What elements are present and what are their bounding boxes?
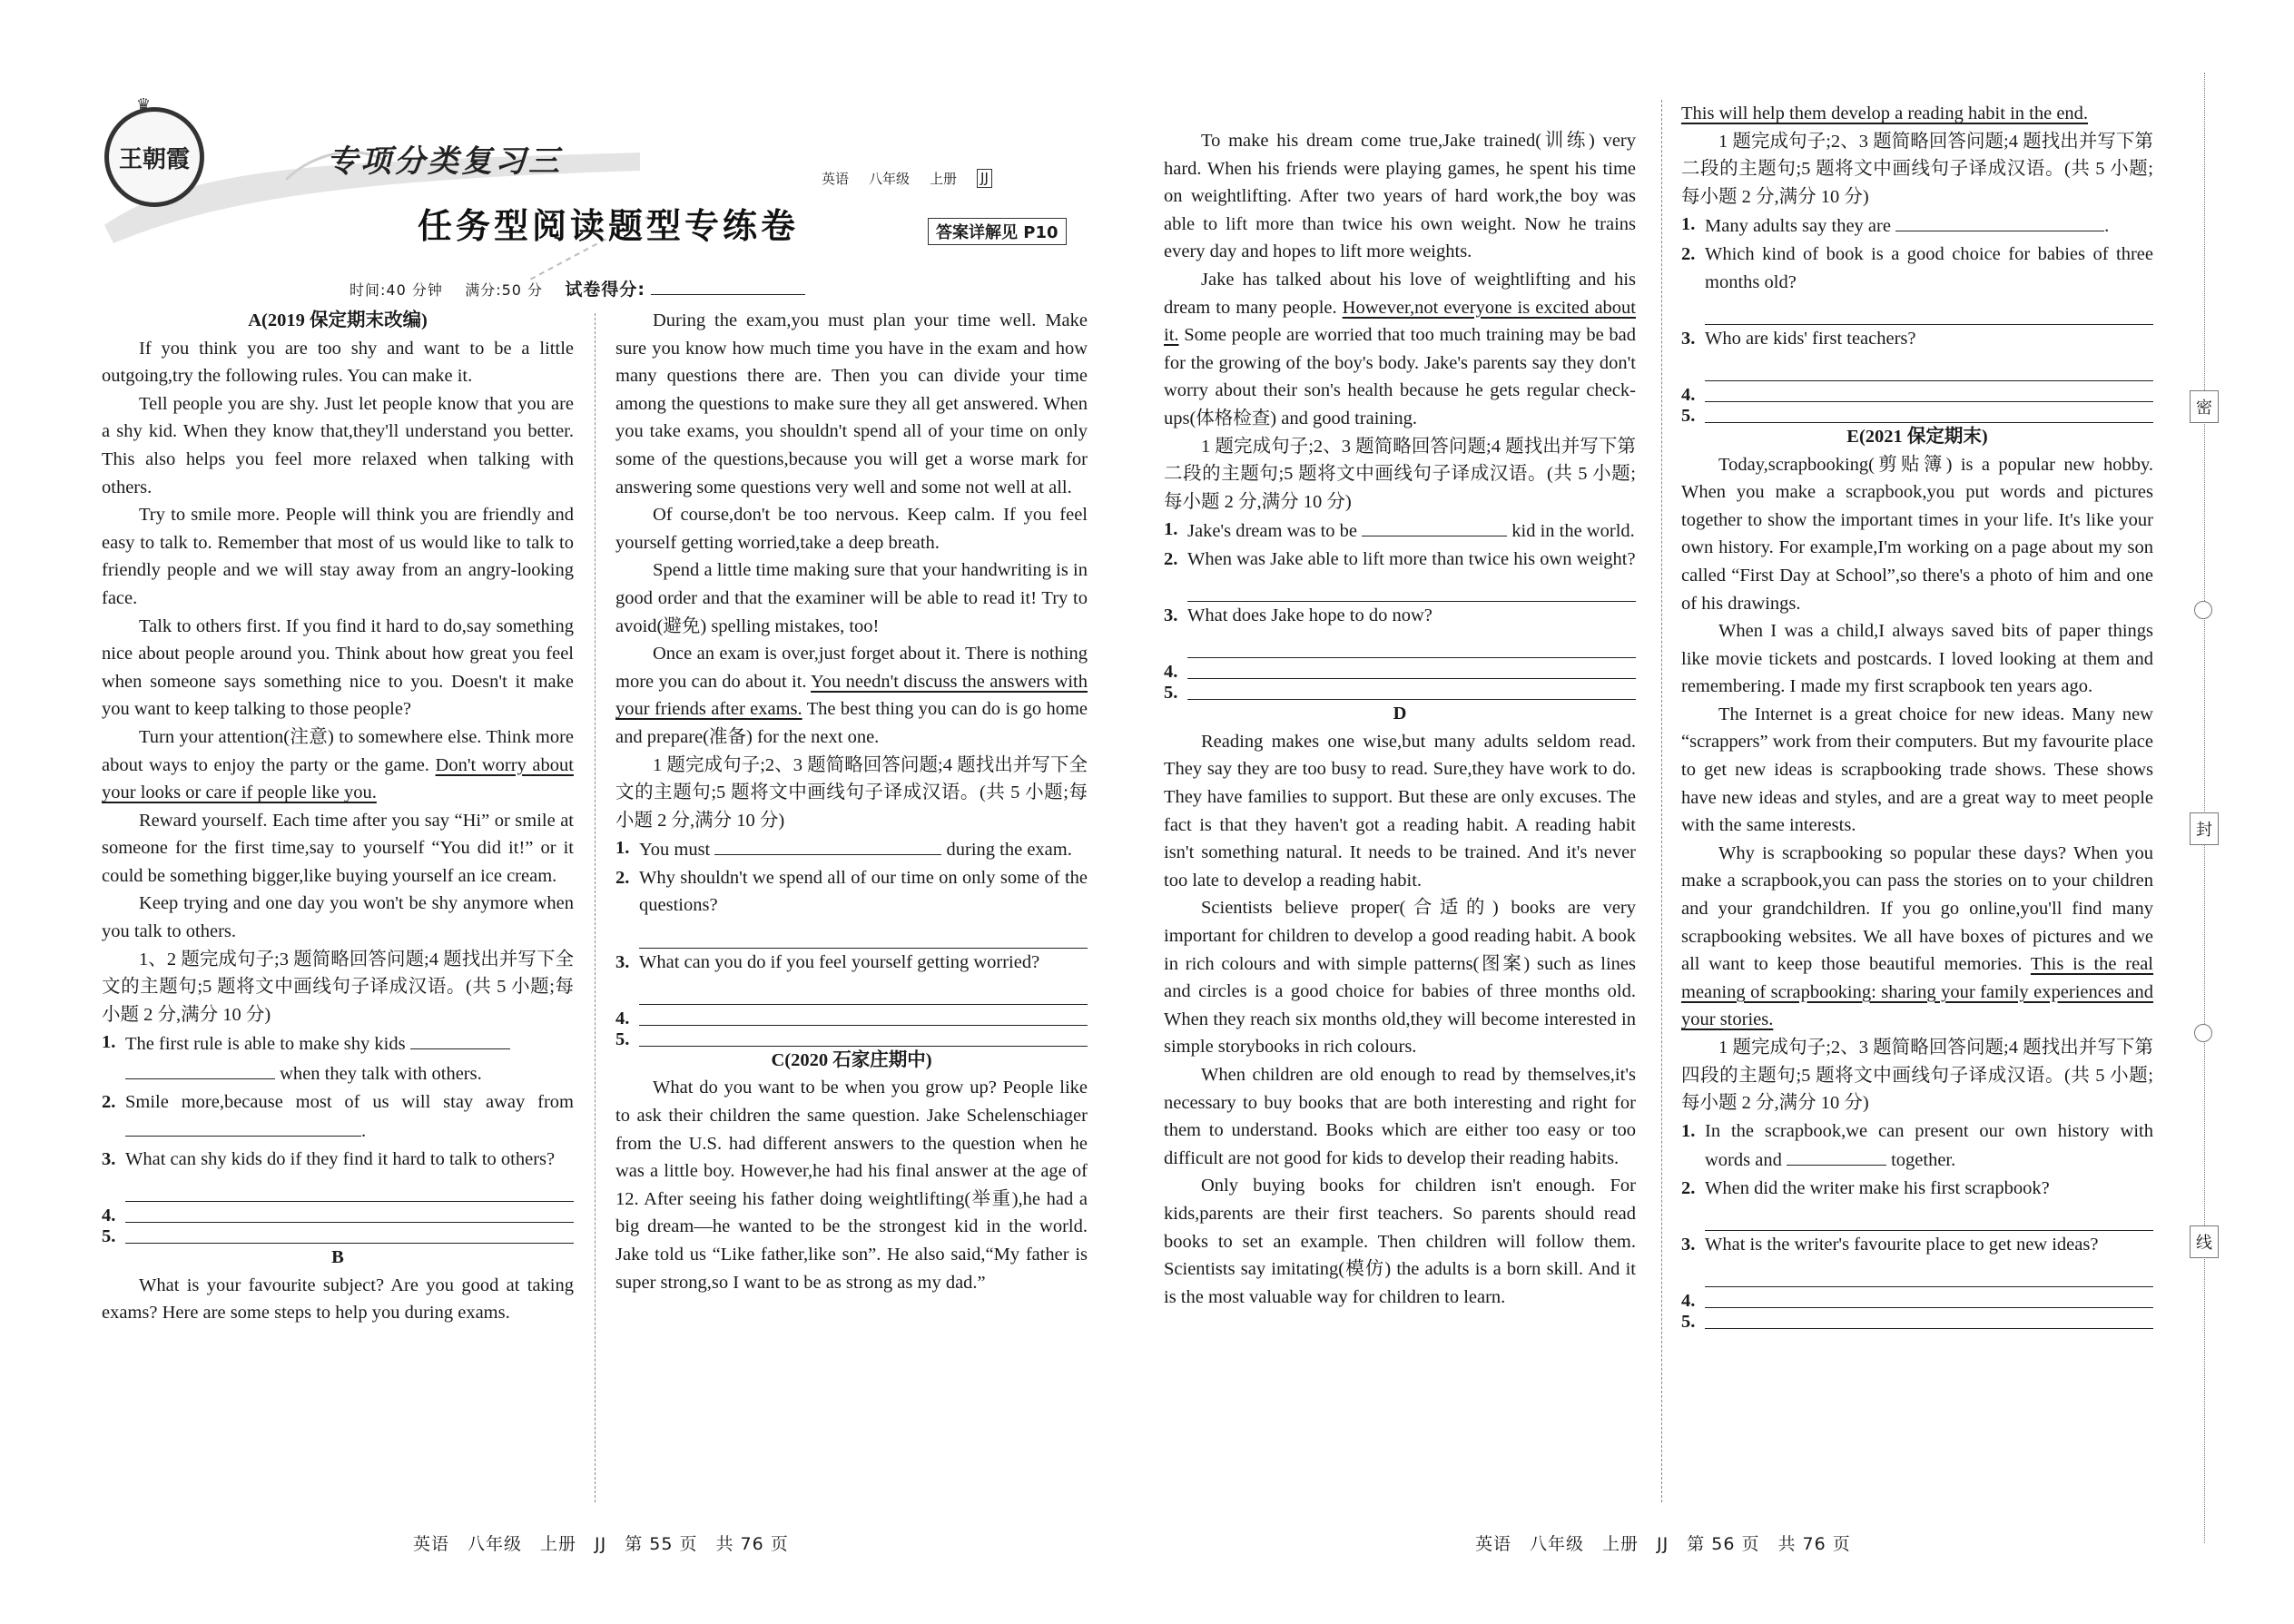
section-b-para-5-tail: The best thing you can do is go home and prepare(准备) for the next one. xyxy=(615,699,1088,747)
qnum: 5. xyxy=(102,1226,116,1246)
section-d-para-2: Scientists believe proper(合适的) books are very important for children to develop a good reading habit. A book in rich colours and with simple patterns(图案) such as lines and circles is a good choice for babies of three months old. When they reach six months old,they will become interested in simple storybooks in rich colours. xyxy=(1164,898,1636,1058)
section-a-para-2: Tell people you are shy. Just let people know that you are a shy kid. When they know that,they'll understand you better. This also helps you feel more relaxed when talking with others. xyxy=(102,393,574,497)
tag-edition: JJ xyxy=(977,169,992,188)
qnum: 4. xyxy=(1681,384,1696,405)
section-d-question-4 xyxy=(1681,381,2153,405)
qnum: 3. xyxy=(102,1148,116,1169)
section-b-underlined-sentence: You needn't discuss the answers with your friends after exams. xyxy=(615,671,1088,720)
section-d-para-1: Reading makes one wise,but many adults seldom read. They say they are too busy to read. Sure,they have work to do. They have families to support. But these are only excuses. The fact is that they haven't got a reading habit. A reading habit isn't something natural. It needs to be trained. And it's never too late to develop a reading habit. xyxy=(1164,731,1636,891)
question-text: Why shouldn't we spend all of our time on only some of the questions? xyxy=(639,867,1088,916)
section-c-question-5 xyxy=(1164,679,1636,704)
qnum: 2. xyxy=(102,1091,116,1112)
section-b-para-5 xyxy=(615,640,1088,751)
question-text: When did the writer make his first scrapbook? xyxy=(1705,1177,2050,1198)
section-d-para-4: Only buying books for children isn't enough. For kids,parents are their first teachers. So parents should read books to set an example. Then children will follow them. Scientists say imitating(模仿) the adults is a born skill. And it is the most valuable way for children to learn. xyxy=(1164,1176,1636,1307)
section-a-question-1 xyxy=(102,1029,574,1088)
column-1 xyxy=(102,307,574,1327)
binding-mark-1: 密 xyxy=(2190,390,2219,423)
column-divider-left xyxy=(595,313,596,1502)
binding-mark-2: 封 xyxy=(2190,812,2219,845)
section-c-question-1 xyxy=(1164,516,1636,546)
section-a-question-5 xyxy=(102,1223,574,1244)
section-a-para-5-text: Turn your attention(注意) to somewhere else. Think more about ways to enjoy the party or the game. xyxy=(102,726,574,775)
answer-ref-box: 答案详解见 P10 xyxy=(928,218,1067,245)
section-e-question-3 xyxy=(1681,1231,2153,1259)
column-3 xyxy=(1164,127,1636,1311)
answer-blank[interactable] xyxy=(1187,658,1636,679)
section-a-para-1: If you think you are too shy and want to be a little outgoing,try the following rules. You can make it. xyxy=(102,338,574,387)
section-b-instructions: 1 题完成句子;2、3 题简略回答问题;4 题找出并写下全文的主题句;5 题将文中画线句子译成汉语。(共 5 小题;每小题 2 分,满分 10 分) xyxy=(615,754,1088,831)
section-a-question-3 xyxy=(102,1146,574,1174)
section-b-question-3 xyxy=(615,949,1088,977)
answer-blank[interactable] xyxy=(1895,211,2104,231)
footer-left-page: 英语 八年级 上册 JJ 第 55 页 共 76 页 xyxy=(413,1534,789,1554)
full-score: 满分:50 分 xyxy=(465,281,544,299)
answer-blank[interactable] xyxy=(125,1116,361,1137)
question-text: What can shy kids do if they find it hard to talk to others? xyxy=(125,1148,556,1169)
section-d-question-1: 1. Many adults say they are . xyxy=(1681,211,2153,241)
question-text: What can you do if you feel yourself getting worried? xyxy=(639,951,1040,972)
section-e-para-1: Today,scrapbooking(剪贴簿) is a popular new hobby. When you make a scrapbook,you put words and pictures together to show the important times in your life. It's like your own history. For example,I'm working on a page about my son called “First Day at School”,so there's a photo of him and one of his drawings. xyxy=(1681,454,2153,614)
score-blank[interactable] xyxy=(651,274,805,295)
question-text: Which kind of book is a good choice for babies of three months old? xyxy=(1705,243,2153,292)
tag-term: 上册 xyxy=(930,171,958,187)
section-a-para-4: Talk to others first. If you find it hard to do,say something nice about people around you. Think about how great you feel when someone says something nice to you. Doesn't it make you want to keep talking to those people? xyxy=(102,615,574,720)
answer-line[interactable] xyxy=(1187,574,1636,603)
section-c-para-3-tail: Some people are worried that too much training may be bad for the growing of the boy's body. Jake's parents say they don't worry about their son's health because he gets regular check-ups(体格检查) and good training. xyxy=(1164,325,1636,428)
series-title: 专项分类复习三 xyxy=(327,143,562,180)
qnum: 4. xyxy=(102,1206,116,1225)
section-e-title: E(2021 保定期末) xyxy=(1846,426,1988,447)
section-b-question-5 xyxy=(615,1026,1088,1047)
qnum: 1. xyxy=(1681,214,1696,235)
question-text: When was Jake able to lift more than twice his own weight? xyxy=(1187,548,1636,569)
section-c-para-3 xyxy=(1164,266,1636,433)
answer-blank[interactable] xyxy=(714,834,941,855)
answer-blank[interactable] xyxy=(1705,1287,2153,1308)
section-b-para-5-text: Once an exam is over,just forget about it. There is nothing more you can do about it. xyxy=(615,644,1088,692)
question-text: Jake's dream was to be xyxy=(1187,521,1357,542)
question-text: What is the writer's favourite place to get new ideas? xyxy=(1705,1235,2099,1255)
question-text: together. xyxy=(1891,1150,1956,1171)
section-c-para-3-text: Jake has talked about his love of weightlifting and his dream to many people. xyxy=(1164,269,1636,318)
section-a-title: A(2019 保定期末改编) xyxy=(248,310,428,330)
section-a-para-5 xyxy=(102,723,574,807)
section-e-para-4-text: Why is scrapbooking so popular these days? When you make a scrapbook,you can pass the stories on to your children and your grandchildren. If you go online,you'll find many scrapbooking websites. We all have boxes of pictures and we all want to keep those beautiful memories. xyxy=(1681,842,2153,975)
qnum: 1. xyxy=(1681,1120,1696,1141)
qnum: 2. xyxy=(1681,243,1696,264)
qnum: 4. xyxy=(1681,1291,1696,1312)
section-d-title: D xyxy=(1393,704,1407,724)
section-b-title: B xyxy=(331,1247,344,1267)
main-title: 任务型阅读题型专练卷 xyxy=(418,206,800,246)
binding-mark-3: 线 xyxy=(2190,1225,2219,1258)
qnum: 3. xyxy=(1164,605,1178,626)
crown-icon: ♛ xyxy=(136,95,152,113)
question-text: Many adults say they are xyxy=(1705,216,1891,237)
section-b-question-1 xyxy=(615,834,1088,864)
section-b-para-1: What is your favourite subject? Are you good at taking exams? Here are some steps to help you during exams. xyxy=(102,1275,574,1324)
section-c-title: C(2020 石家庄期中) xyxy=(771,1049,932,1070)
answer-blank[interactable] xyxy=(1705,1308,2153,1329)
section-a-para-7: Keep trying and one day you won't be shy anymore when you talk to others. xyxy=(102,893,574,942)
qnum: 5. xyxy=(1681,405,1696,426)
question-text: Smile more,because most of us will stay away from xyxy=(125,1091,574,1112)
qnum: 1. xyxy=(1164,519,1178,540)
qnum: 2. xyxy=(615,867,630,888)
answer-blank[interactable] xyxy=(125,1202,574,1223)
question-text: Who are kids' first teachers? xyxy=(1705,328,1916,349)
binding-dot-2 xyxy=(2194,1024,2212,1042)
section-e-question-5 xyxy=(1681,1308,2153,1333)
section-a-question-2: 2. Smile more,because most of us will stay away from . xyxy=(102,1088,574,1146)
section-d-question-2 xyxy=(1681,241,2153,296)
section-b-para-3: Of course,don't be too nervous. Keep calm. If you feel yourself getting worried,take a deep breath. xyxy=(615,505,1088,553)
answer-blank[interactable] xyxy=(125,1058,275,1079)
section-e-question-2 xyxy=(1681,1175,2153,1203)
answer-blank[interactable] xyxy=(639,1026,1088,1047)
time-limit: 时间:40 分钟 xyxy=(350,281,443,299)
question-text: What does Jake hope to do now? xyxy=(1187,605,1433,626)
section-e-para-4 xyxy=(1681,840,2153,1034)
question-text: kid in the world. xyxy=(1511,521,1635,542)
section-a-underlined-sentence: Don't worry about your looks or care if people like you. xyxy=(102,754,574,803)
section-c-question-3 xyxy=(1164,602,1636,630)
section-c-para-2: To make his dream come true,Jake trained(训练) very hard. When his friends were playing games, he spent his time on weightlifting. After two years of hard work,the boy was able to lift more than twice his own weight. Now he trains every day and hopes to lift more weights. xyxy=(1164,131,1636,262)
section-d-para-3: When children are old enough to read by themselves,it's necessary to buy books that are both interesting and right for them to understand. Books which are either too easy or too difficult are not good for kids to develop their reading habits. xyxy=(1164,1065,1636,1168)
section-c-question-2 xyxy=(1164,546,1636,574)
answer-line[interactable] xyxy=(1705,1259,2153,1288)
question-text: during the exam. xyxy=(946,840,1072,861)
qnum: 3. xyxy=(1681,328,1696,349)
answer-line[interactable] xyxy=(1187,630,1636,659)
qnum: 1. xyxy=(102,1032,116,1053)
section-b-question-4 xyxy=(615,1005,1088,1029)
section-e-question-1 xyxy=(1681,1117,2153,1175)
qnum: 5. xyxy=(1681,1312,1696,1333)
question-text: In the scrapbook,we can present our own history with words and xyxy=(1705,1120,2153,1171)
section-b-question-2 xyxy=(615,864,1088,920)
answer-blank[interactable] xyxy=(1787,1145,1886,1166)
answer-line[interactable] xyxy=(125,1173,574,1202)
logo-seal xyxy=(104,95,204,207)
answer-line[interactable] xyxy=(1705,296,2153,325)
column-4 xyxy=(1681,100,2153,1333)
qnum: 5. xyxy=(615,1029,630,1049)
qnum: 2. xyxy=(1681,1177,1696,1198)
answer-blank[interactable] xyxy=(1705,381,2153,402)
column-2 xyxy=(615,307,1088,1296)
section-c-instructions: 1 题完成句子;2、3 题简略回答问题;4 题找出并写下第二段的主题句;5 题将文中画线句子译成汉语。(共 5 小题;每小题 2 分,满分 10 分) xyxy=(1164,436,1636,512)
qnum: 4. xyxy=(615,1008,630,1029)
answer-line[interactable] xyxy=(639,920,1088,949)
qnum: 3. xyxy=(1681,1235,1696,1255)
qnum: 4. xyxy=(1164,662,1178,683)
tag-subject: 英语 xyxy=(822,171,850,187)
qnum: 3. xyxy=(615,951,630,972)
section-c-para-1: What do you want to be when you grow up? People like to ask their children the same question. Jake Schelenschiager from the U.S. had different answers to the question when he was a little boy. However,he had his final answer at the age of 12. After seeing his father doing weightlifting(举重),he had a big dream—he wanted to be the strongest kid in the world. Jake told us “Like father,like son”. He also said,“My father is super strong,so I want to be as strong as my dad.” xyxy=(615,1078,1088,1293)
section-e-question-4 xyxy=(1681,1287,2153,1312)
score-label: 试卷得分: xyxy=(565,280,645,300)
question-text: The first rule is able to make shy kids xyxy=(125,1034,406,1055)
answer-blank[interactable] xyxy=(410,1029,510,1049)
answer-blank[interactable] xyxy=(125,1223,574,1244)
section-b-para-4: Spend a little time making sure that your handwriting is in good order and that the examiner will be able to read it! Try to avoid(避免) spelling mistakes, too! xyxy=(615,560,1088,636)
answer-blank[interactable] xyxy=(1362,516,1507,536)
section-d-question-5 xyxy=(1681,402,2153,426)
section-e-underlined-sentence: This is the real meaning of scrapbooking: sharing your family experiences and your stories. xyxy=(1681,954,2153,1030)
section-e-para-2: When I was a child,I always saved bits of paper things like movie tickets and postcards. I loved looking at them and remembering. I made my first scrapbook ten years ago. xyxy=(1681,621,2153,697)
subject-tags xyxy=(822,169,992,188)
section-d-underlined-sentence: This will help them develop a reading habit in the end. xyxy=(1681,103,2089,123)
section-d-question-3 xyxy=(1681,325,2153,353)
section-d-instructions: 1 题完成句子;2、3 题简略回答问题;4 题找出并写下第二段的主题句;5 题将文中画线句子译成汉语。(共 5 小题;每小题 2 分,满分 10 分) xyxy=(1681,131,2153,207)
answer-line[interactable] xyxy=(1705,1203,2153,1232)
section-a-question-4 xyxy=(102,1202,574,1223)
qnum: 1. xyxy=(615,838,630,859)
section-e-instructions: 1 题完成句子;2、3 题简略回答问题;4 题找出并写下第四段的主题句;5 题将文中画线句子译成汉语。(共 5 小题;每小题 2 分,满分 10 分) xyxy=(1681,1038,2153,1114)
section-c-underlined-sentence: However,not everyone is excited about it. xyxy=(1164,297,1636,346)
logo-text: 王朝霞 xyxy=(118,145,190,173)
section-b-para-2: During the exam,you must plan your time well. Make sure you know how much time you have in the exam and how many questions there are. Then you can divide your time among the questions to make sure they all get answered. When you take exams, you shouldn't spend all of your time on only some of the questions,because you will get a worse mark for answering some questions very well and some not well at all. xyxy=(615,310,1088,497)
qnum: 5. xyxy=(1164,683,1178,704)
answer-line[interactable] xyxy=(1705,352,2153,381)
answer-blank[interactable] xyxy=(639,1005,1088,1026)
question-text: when they talk with others. xyxy=(280,1064,482,1085)
qnum: 2. xyxy=(1164,548,1178,569)
question-text: You must xyxy=(639,840,711,861)
footer-right-page: 英语 八年级 上册 JJ 第 56 页 共 76 页 xyxy=(1475,1534,1851,1554)
section-c-question-4 xyxy=(1164,658,1636,683)
exam-meta xyxy=(350,274,805,300)
section-e-para-3: The Internet is a great choice for new ideas. Many new “scrappers” work from their computers. But my favourite place to get new ideas is scrapbooking trade shows. These shows have new ideas and styles, and are a great way to meet people with the same interests. xyxy=(1681,704,2153,836)
answer-line[interactable] xyxy=(639,976,1088,1005)
column-divider-right xyxy=(1661,100,1662,1502)
tag-grade: 八年级 xyxy=(869,171,911,187)
section-a-para-3: Try to smile more. People will think you are friendly and easy to talk to. Remember that most of us would like to talk to friendly people and we will stay away from an angry-looking face. xyxy=(102,505,574,608)
answer-blank[interactable] xyxy=(1705,402,2153,423)
binding-line xyxy=(2204,73,2205,1543)
section-a-para-6: Reward yourself. Each time after you say “Hi” or smile at someone for the first time,say to yourself “You did it!” or it could be something bigger,like buying yourself an ice cream. xyxy=(102,810,574,886)
section-a-instructions: 1、2 题完成句子;3 题简略回答问题;4 题找出并写下全文的主题句;5 题将文中画线句子译成汉语。(共 5 小题;每小题 2 分,满分 10 分) xyxy=(102,949,574,1025)
binding-dot-1 xyxy=(2194,601,2212,619)
answer-blank[interactable] xyxy=(1187,679,1636,700)
section-d-para-4-cont xyxy=(1681,100,2153,128)
